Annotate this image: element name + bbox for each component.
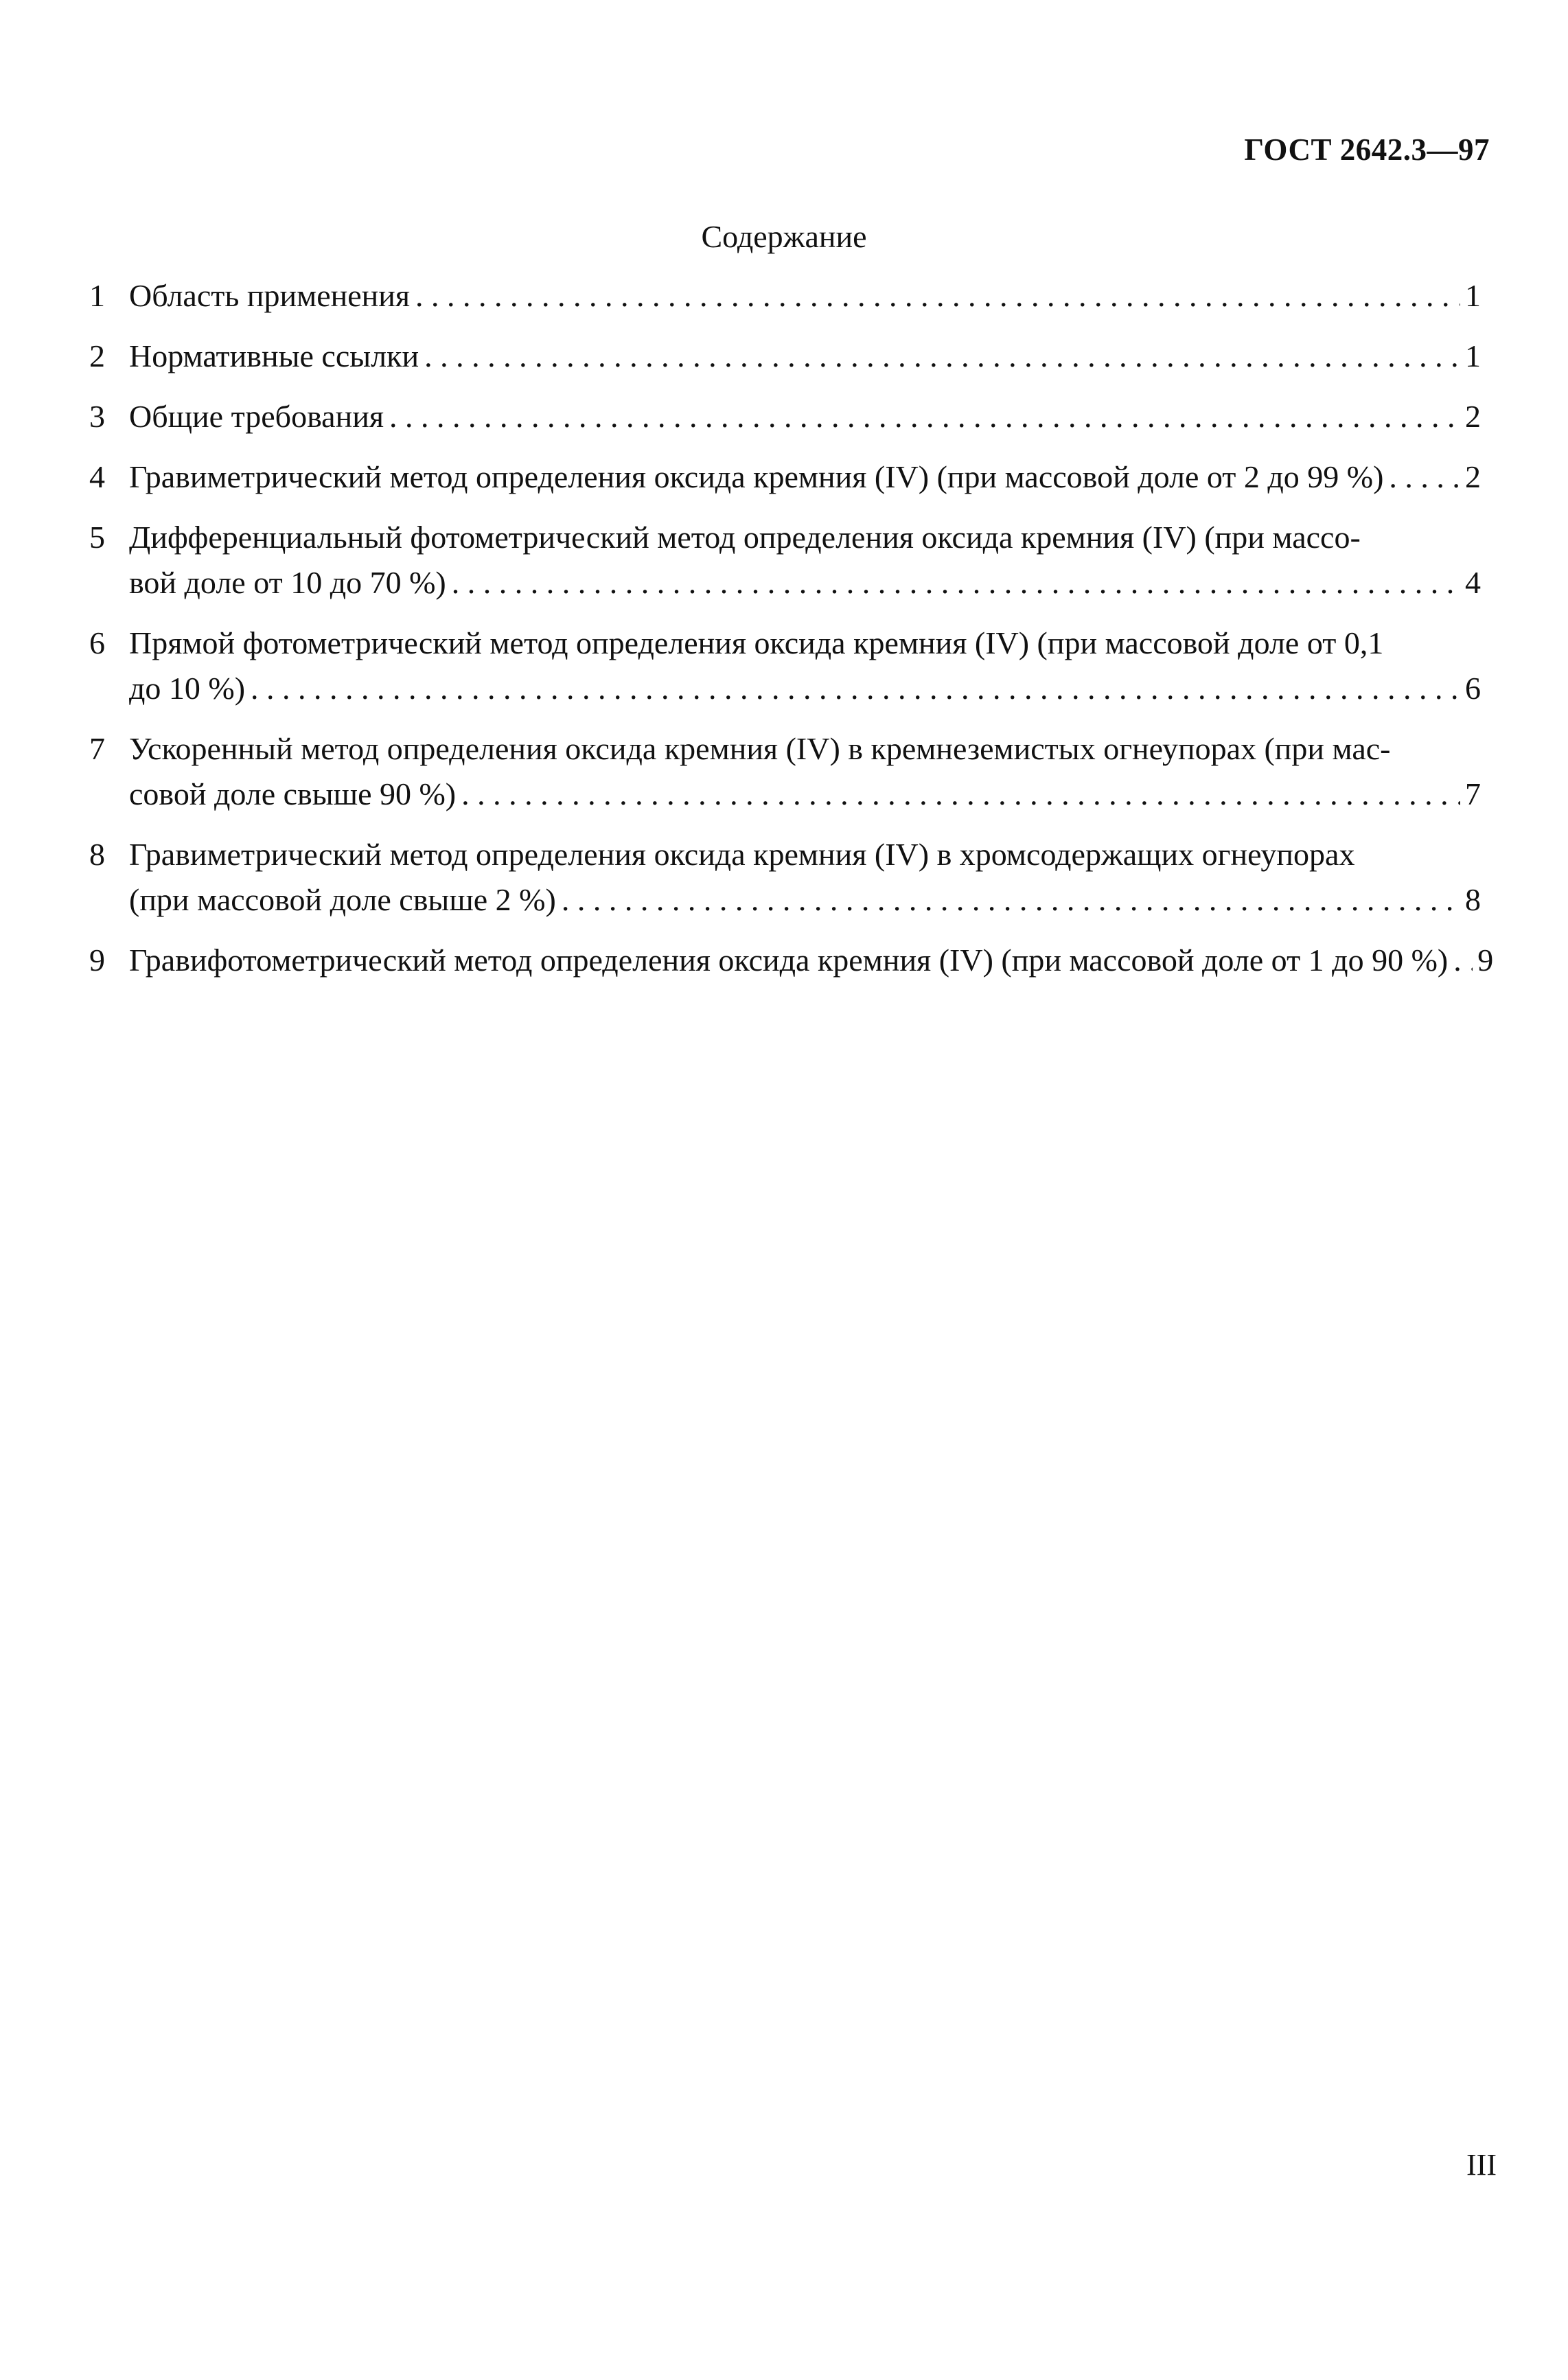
- toc-entry-page: 2: [1465, 399, 1481, 434]
- toc-entry-number: 3: [89, 399, 105, 434]
- toc-entry-3[interactable]: [89, 394, 1481, 439]
- toc-entry-number: 7: [89, 731, 105, 766]
- toc-entry-title: до 10 %): [129, 671, 246, 706]
- toc-entry-title: Гравифотометрический метод определения оксида кремния (IV) (при массовой доле от 1 до 90 %): [129, 943, 1449, 978]
- toc-entry-title: совой доле свыше 90 %): [129, 776, 457, 811]
- toc-entry-page: 6: [1465, 671, 1481, 706]
- toc-entry-body: [129, 334, 1481, 379]
- toc-entry-page: 4: [1465, 565, 1481, 600]
- toc-entry-number: 4: [89, 459, 105, 494]
- page-number: III: [1466, 2148, 1497, 2182]
- toc-entry-page: 7: [1465, 776, 1481, 811]
- toc-entry-line: [129, 454, 1481, 500]
- toc-entry-page: 8: [1465, 882, 1481, 917]
- toc-entry-title-line: Гравиметрический метод определения оксида кремния (IV) в хромсодержащих огнеупорах: [129, 837, 1355, 872]
- toc-dot-leader: [410, 273, 1460, 319]
- toc-entry-2[interactable]: [89, 334, 1481, 379]
- toc-entry-body: [129, 273, 1481, 319]
- toc-entry-line: [129, 273, 1481, 319]
- toc-entry-line: [129, 394, 1481, 439]
- toc-entry-line: [129, 938, 1494, 983]
- table-of-contents: [89, 273, 1494, 998]
- toc-entry-line: [129, 334, 1481, 379]
- toc-entry-page: 9: [1477, 943, 1494, 978]
- toc-entry-9[interactable]: [89, 938, 1494, 983]
- toc-entry-number: 8: [89, 837, 105, 872]
- toc-entry-1[interactable]: [89, 273, 1481, 319]
- toc-entry-4[interactable]: [89, 454, 1481, 500]
- toc-entry-body: [129, 726, 1481, 817]
- toc-entry-body: [129, 832, 1481, 923]
- toc-entry-7[interactable]: [89, 726, 1481, 817]
- toc-dot-leader: [1448, 938, 1473, 983]
- toc-entry-title: (при массовой доле свыше 2 %): [129, 882, 556, 917]
- toc-entry-title: Гравиметрический метод определения оксида кремния (IV) (при массовой доле от 2 до 99 %): [129, 459, 1384, 494]
- toc-entry-line: [129, 772, 1481, 817]
- toc-entry-body: [129, 621, 1481, 711]
- toc-entry-number: 1: [89, 278, 105, 313]
- toc-entry-8[interactable]: [89, 832, 1481, 923]
- toc-entry-title-line: Дифференциальный фотометрический метод определения оксида кремния (IV) (при массо-: [129, 520, 1361, 555]
- toc-entry-line: [129, 877, 1481, 923]
- toc-entry-title: Нормативные ссылки: [129, 338, 419, 373]
- toc-dot-leader: [419, 334, 1460, 379]
- toc-entry-line: [129, 560, 1481, 605]
- toc-entry-title-line: Прямой фотометрический метод определения оксида кремния (IV) (при массовой доле от 0,1: [129, 625, 1384, 660]
- toc-entry-title-line: Ускоренный метод определения оксида кремния (IV) в кремнеземистых огнеупорах (при мас-: [129, 731, 1391, 766]
- toc-entry-number: 5: [89, 520, 105, 555]
- toc-entry-body: [129, 515, 1481, 605]
- toc-entry-number: 9: [89, 943, 105, 978]
- document-code: ГОСТ 2642.3—97: [1244, 132, 1490, 167]
- toc-entry-title: вой доле от 10 до 70 %): [129, 565, 446, 600]
- toc-dot-leader: [446, 560, 1460, 605]
- toc-entry-page: 1: [1465, 338, 1481, 373]
- toc-entry-5[interactable]: [89, 515, 1481, 605]
- toc-dot-leader: [456, 772, 1460, 817]
- toc-dot-leader: [556, 877, 1460, 923]
- toc-entry-body: [129, 938, 1494, 983]
- toc-dot-leader: [245, 666, 1460, 711]
- toc-title: Содержание: [701, 219, 867, 254]
- toc-entry-title: Область применения: [129, 278, 411, 313]
- toc-entry-body: [129, 394, 1481, 439]
- toc-entry-number: 6: [89, 625, 105, 660]
- toc-entry-number: 2: [89, 338, 105, 373]
- toc-dot-leader: [384, 394, 1460, 439]
- toc-entry-page: 1: [1465, 278, 1481, 313]
- toc-dot-leader: [1383, 454, 1460, 500]
- toc-entry-6[interactable]: [89, 621, 1481, 711]
- toc-entry-line: [129, 666, 1481, 711]
- toc-entry-page: 2: [1465, 459, 1481, 494]
- toc-entry-title: Общие требования: [129, 399, 384, 434]
- toc-entry-body: [129, 454, 1481, 500]
